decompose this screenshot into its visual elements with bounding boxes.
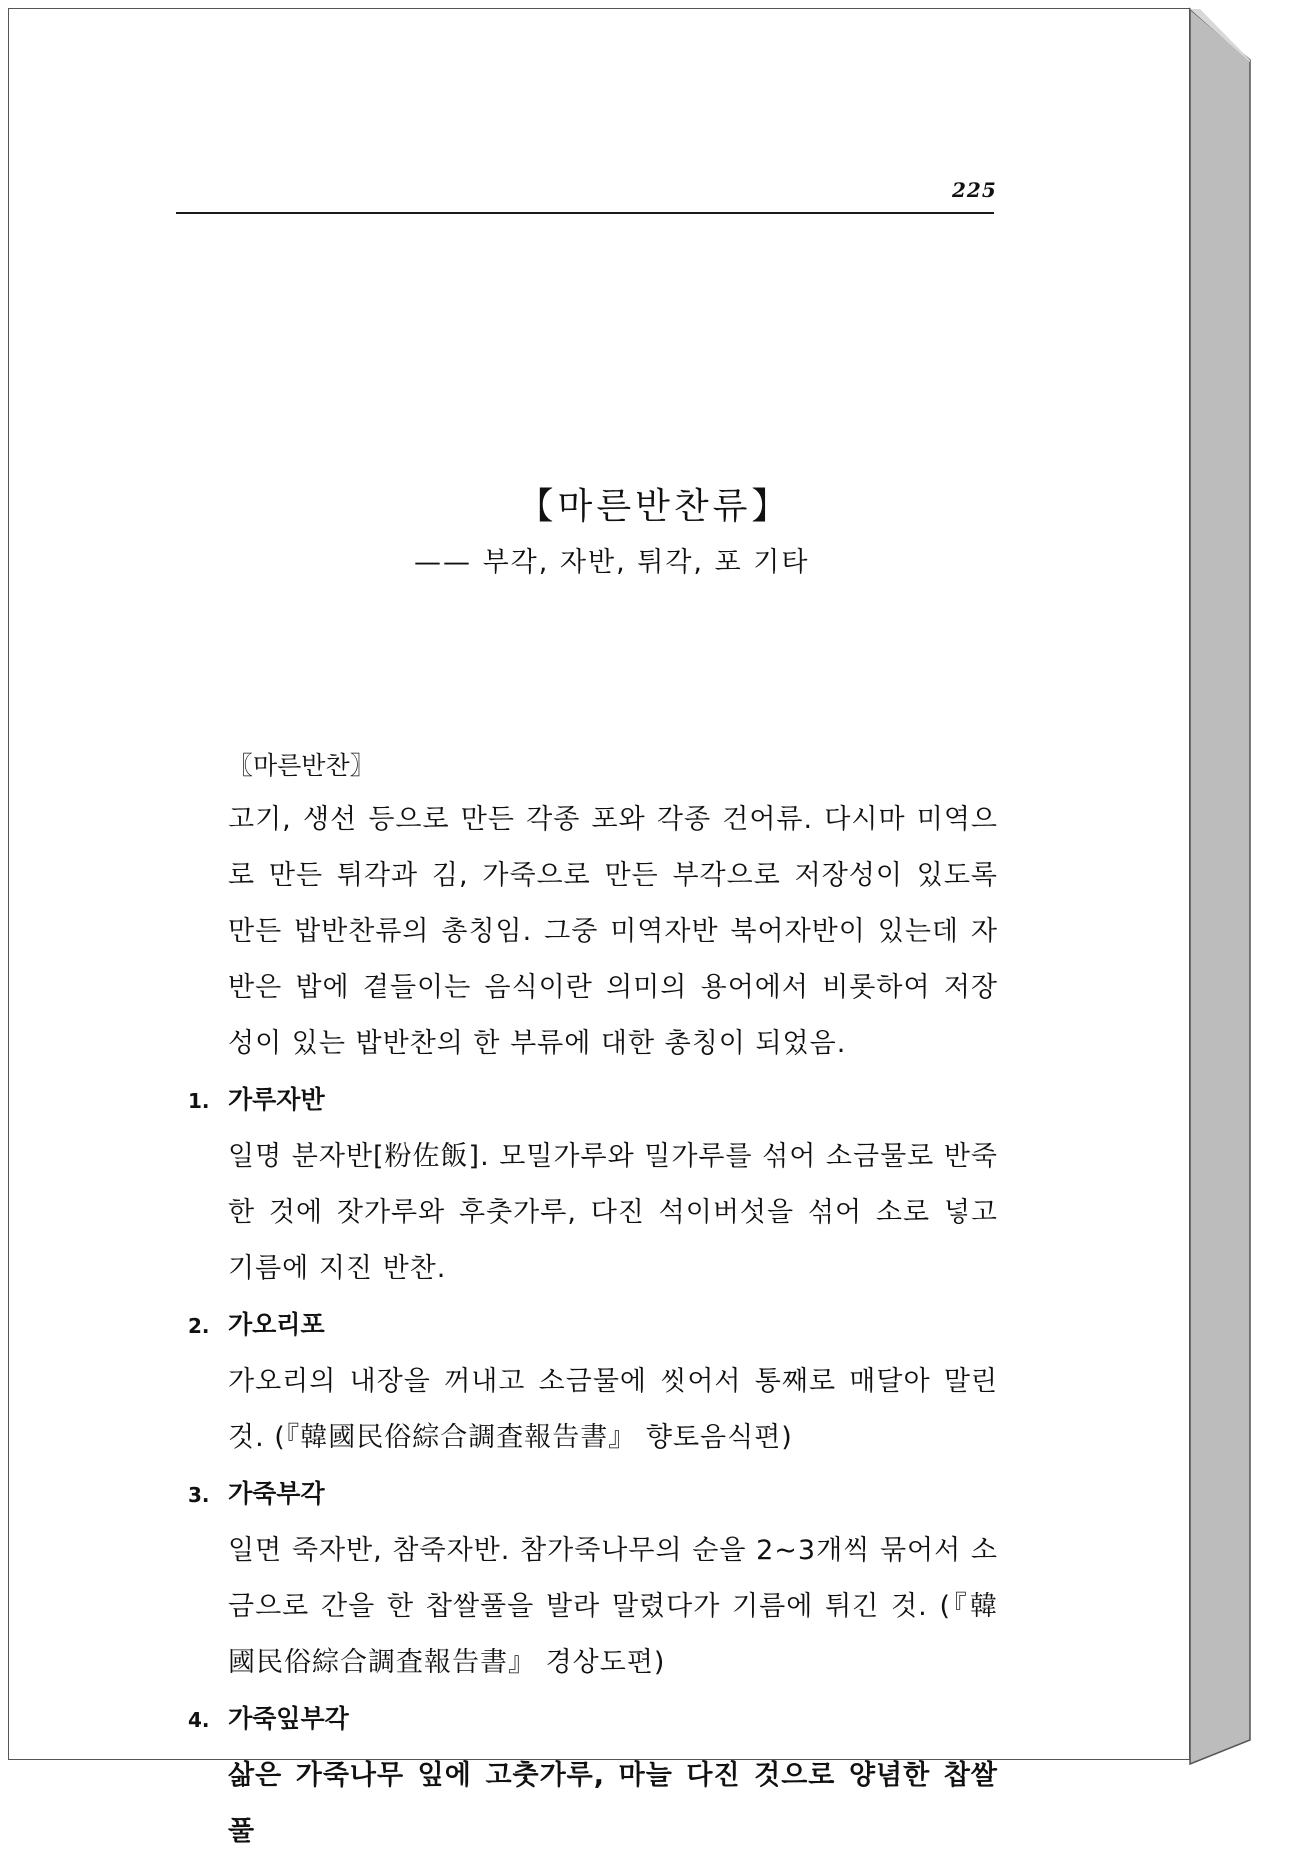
chapter-subtitle: —— 부각, 자반, 튀각, 포 기타 bbox=[414, 547, 810, 578]
page-body bbox=[188, 740, 998, 1860]
entry-heading bbox=[188, 1691, 998, 1748]
entry-body: 가오리의 내장을 꺼내고 소금물에 씻어서 통째로 매달아 말린 것. (『韓國民俗綜合調査報告書』 향토음식편) bbox=[228, 1366, 998, 1453]
entry-term: 가루자반 bbox=[228, 1085, 325, 1114]
entry-heading bbox=[188, 1072, 998, 1129]
page-number: 225 bbox=[952, 178, 997, 202]
entry-term: 가죽부각 bbox=[228, 1479, 325, 1508]
entry-number: 4. bbox=[188, 1708, 210, 1732]
entry-body: 일명 분자반[粉佐飯]. 모밀가루와 밀가루를 섞어 소금물로 반죽한 것에 잣가루와 후춧가루, 다진 석이버섯을 섞어 소로 넣고 기름에 지진 반찬. bbox=[228, 1141, 998, 1284]
entry-term: 가죽잎부각 bbox=[228, 1704, 349, 1733]
section-definition: 고기, 생선 등으로 만든 각종 포와 각종 건어류. 다시마 미역으로 만든 튀각과 김, 가죽으로 만든 부각으로 저장성이 있도록 만든 밥반찬류의 총칭임. 그중 미역자반 북어자반이 있는데 자반은 밥에 곁들이는 음식이란 의미의 용어에서 비롯하여 저장성이 있는 밥반찬의 한 부류에 대한 총칭이 되었음. bbox=[228, 804, 998, 1059]
chapter-title: 【마른반찬류】 bbox=[517, 486, 792, 527]
entry-body: 일면 죽자반, 참죽자반. 참가죽나무의 순을 2∼3개씩 묶어서 소금으로 간을 한 찹쌀풀을 발라 말렸다가 기름에 튀긴 것. (『韓國民俗綜合調査報告書』 경상도편) bbox=[228, 1535, 998, 1678]
entry-item bbox=[188, 1072, 998, 1297]
entry-item bbox=[188, 1297, 998, 1466]
entry-term: 가오리포 bbox=[228, 1310, 325, 1339]
entry-heading bbox=[188, 1297, 998, 1354]
header-rule bbox=[176, 212, 994, 214]
entry-body: 삶은 가죽나무 잎에 고춧가루, 마늘 다진 것으로 양념한 찹쌀풀 bbox=[228, 1760, 998, 1847]
entry-heading bbox=[188, 1466, 998, 1523]
entry-item bbox=[188, 1466, 998, 1691]
entry-number: 2. bbox=[188, 1314, 210, 1338]
entry-number: 3. bbox=[188, 1483, 210, 1507]
entry-number: 1. bbox=[188, 1089, 210, 1113]
section-heading: 〖마른반찬〗 bbox=[228, 751, 375, 780]
entry-item bbox=[188, 1691, 998, 1860]
